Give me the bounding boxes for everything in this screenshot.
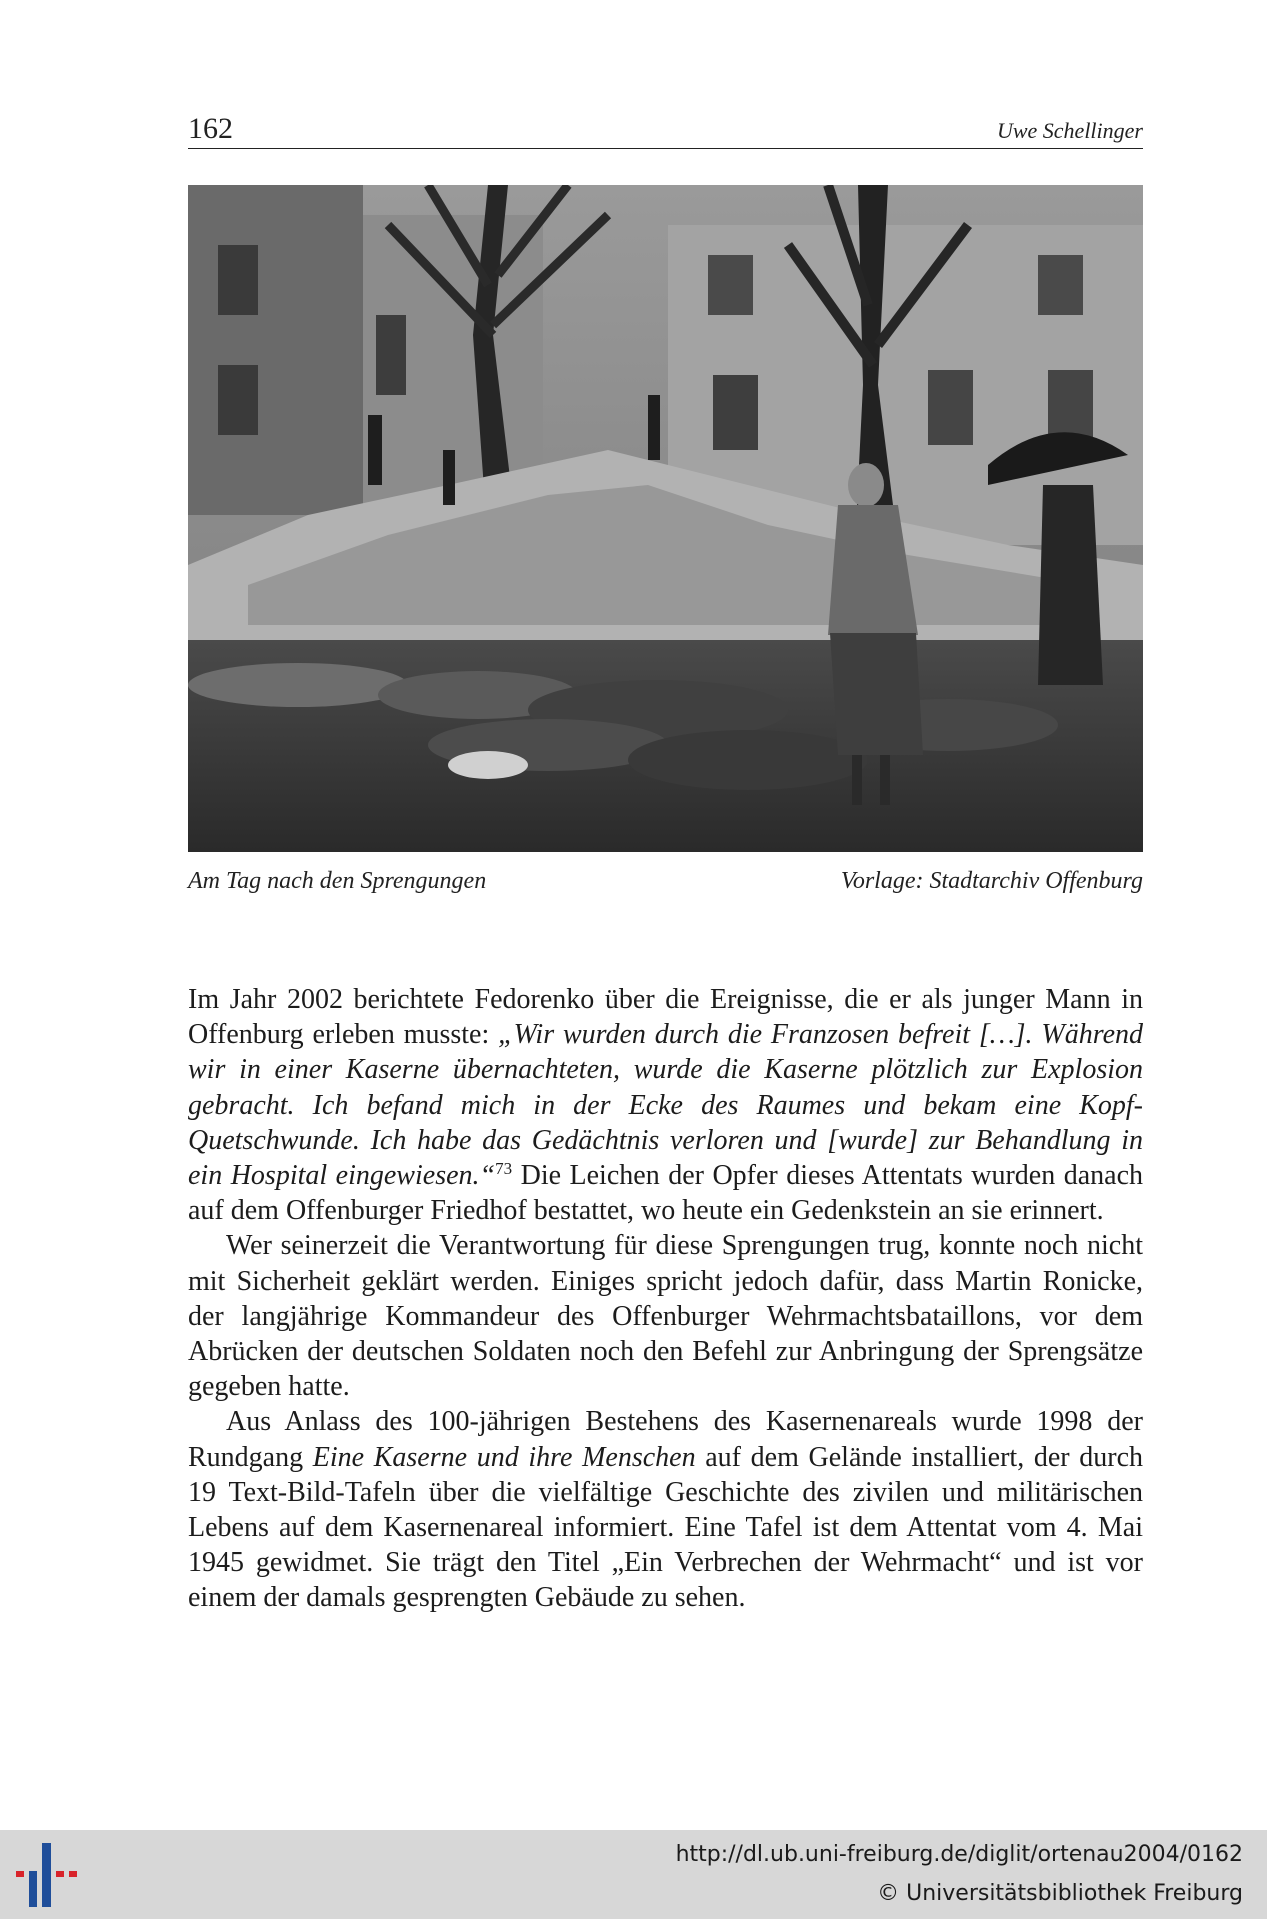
footer-bar — [0, 1830, 1267, 1919]
paragraph-3-text-a: Aus Anlass des 100-jährigen Bestehens des Kasernenareals wurde 1998 der Rundgang — [188, 1406, 1143, 1473]
page-number: 162 — [188, 112, 233, 145]
source-url-link[interactable]: http://dl.ub.uni-freiburg.de/diglit/ortenau2004/0162 — [675, 1842, 1243, 1867]
paragraph-1-quote: „Wir wurden durch die Franzosen befreit […]. Während wir in einer Kaserne übernachteten, wurde die Kaserne plötzlich zur Explosion gebracht. Ich befand mich in der Ecke des Raumes und bekam eine Kopf-Quetschwunde. Ich habe das Gedächtnis verloren und [wurde] zur Behandlung in ein Hospital eingewiesen.“ — [188, 1019, 1143, 1192]
paragraph-3 — [188, 1404, 1143, 1615]
paragraph-1-text-b: Die Leichen der Opfer dieses Attentats wurden danach auf dem Offenburger Friedhof bestattet, wo heute ein Gedenkstein an sie erinnert. — [188, 1160, 1144, 1227]
paragraph-2: Wer seinerzeit die Verantwortung für diese Sprengungen trug, konnte noch nicht mit Sicherheit geklärt werden. Einiges spricht jedoch dafür, dass Martin Ronicke, der langjährige Kommandeur des Offenburger Wehrmachtsbataillons, vor dem Abrücken der deutschen Soldaten noch den Befehl zur Anbringung der Sprengsätze gegeben hatte. — [188, 1230, 1143, 1403]
copyright-notice: © Universitätsbibliothek Freiburg — [877, 1881, 1243, 1906]
running-author: Uwe Schellinger — [996, 118, 1143, 143]
paragraph-3-work-title: Eine Kaserne und ihre Menschen — [312, 1441, 696, 1473]
caption-text: Am Tag nach den Sprengungen — [188, 868, 487, 894]
footnote-marker: 73 — [495, 1159, 513, 1179]
caption-credit: Vorlage: Stadtarchiv Offenburg — [840, 868, 1143, 894]
paragraph-1 — [188, 982, 1143, 1228]
historical-photograph — [188, 185, 1143, 852]
paragraph-1-text-a: Im Jahr 2002 berichtete Fedorenko über die Ereignisse, die er als junger Mann in Offenburg erleben musste: — [188, 984, 1143, 1051]
running-header — [188, 108, 1143, 149]
body-text — [188, 982, 1143, 1616]
ub-freiburg-logo-icon — [14, 1841, 80, 1909]
paragraph-3-text-b: auf dem Gelände installiert, der durch 19 Text-Bild-Tafeln über die vielfältige Geschichte des zivilen und militärischen Lebens auf dem Kasernenareal informiert. Eine Tafel ist dem Attentat vom 4. Mai 1945 gewidmet. Sie trägt den Titel „Ein Verbrechen der Wehrmacht“ und ist vor einem der damals gesprengten Gebäude zu sehen. — [188, 1441, 1144, 1614]
figure-caption — [188, 868, 1143, 902]
